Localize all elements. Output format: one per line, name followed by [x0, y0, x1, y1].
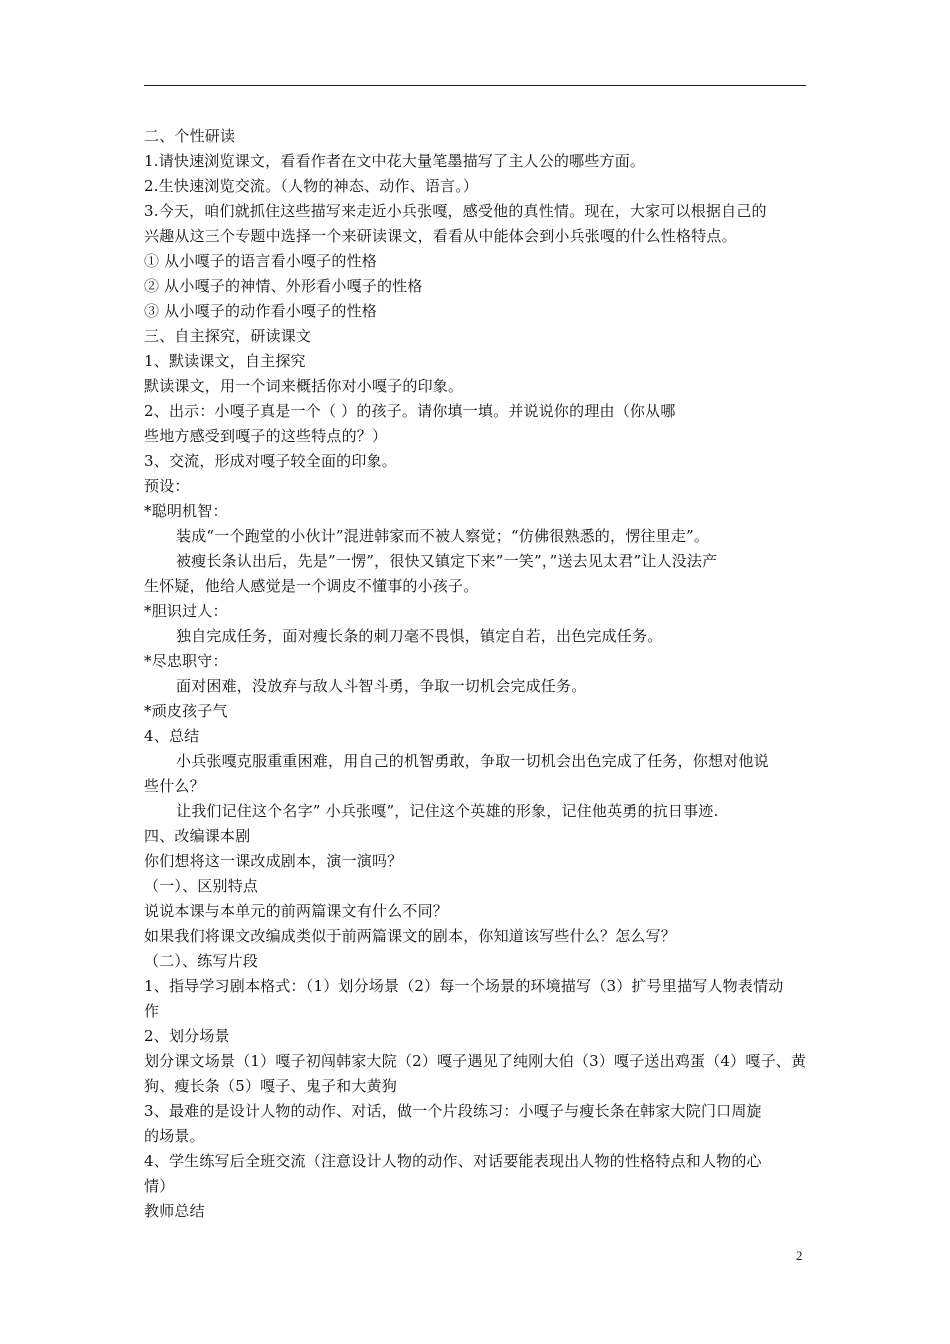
subheading: 1、默读课文，自主探究: [144, 352, 306, 370]
subheading: （一）、区别特点: [144, 877, 259, 895]
header-rule: [144, 85, 806, 86]
indented-line: 让我们记住这个名字” 小兵张嘎”，记住这个英雄的形象，记住他英勇的抗日事迹.: [176, 802, 719, 820]
paragraph-line: 2.生快速浏览交流。（人物的神态、动作、语言。）: [144, 177, 479, 195]
paragraph-line: 如果我们将课文改编成类似于前两篇课文的剧本，你知道该写些什么？怎么写？: [144, 927, 677, 945]
indented-line: 面对困难，没放弃与敌人斗智斗勇，争取一切机会完成任务。: [176, 677, 587, 695]
paragraph-line: 3.今天，咱们就抓住这些描写来走近小兵张嘎，感受他的真性情。现在，大家可以根据自己的: [144, 202, 767, 220]
paragraph-line: 些地方感受到嘎子的这些特点的？）: [144, 427, 388, 445]
bullet-heading: *胆识过人：: [144, 602, 228, 620]
paragraph-line: 3、最难的是设计人物的动作、对话，做一个片段练习：小嘎子与瘦长条在韩家大院门口周旋: [144, 1102, 762, 1120]
paragraph-line: 你们想将这一课改成剧本，演一演吗？: [144, 852, 403, 870]
paragraph-line: 默读课文，用一个词来概括你对小嘎子的印象。: [144, 377, 464, 395]
subheading: 3、交流，形成对嘎子较全面的印象。: [144, 452, 397, 470]
subheading: （二）、练写片段: [144, 952, 259, 970]
bullet-heading: *尽忠职守：: [144, 652, 228, 670]
paragraph-line: 1.请快速浏览课文，看看作者在文中花大量笔墨描写了主人公的哪些方面。: [144, 152, 646, 170]
paragraph-line: 预设：: [144, 477, 190, 495]
indented-line: 被瘦长条认出后，先是”一愣”，很快又镇定下来”一笑”，”送去见太君”让人没法产: [176, 552, 718, 570]
paragraph-line: 兴趣从这三个专题中选择一个来研读课文，看看从中能体会到小兵张嘎的什么性格特点。: [144, 227, 737, 245]
paragraph-line: 说说本课与本单元的前两篇课文有什么不同？: [144, 902, 449, 920]
paragraph-line: 作: [144, 1002, 160, 1020]
paragraph-line: 划分课文场景（1）嘎子初闯韩家大院（2）嘎子遇见了纯刚大伯（3）嘎子送出鸡蛋（4）嘎子、黄: [144, 1052, 807, 1070]
section-heading: 四、改编课本剧: [144, 827, 251, 845]
section-heading: 二、个性研读: [144, 127, 236, 145]
list-item: ① 从小嘎子的语言看小嘎子的性格: [144, 252, 377, 270]
paragraph-line: 些什么？: [144, 777, 205, 795]
paragraph-line: 狗、瘦长条（5）嘎子、鬼子和大黄狗: [144, 1077, 397, 1095]
section-heading: 三、自主探究，研读课文: [144, 327, 312, 345]
indented-line: 小兵张嘎克服重重困难，用自己的机智勇敢，争取一切机会出色完成了任务，你想对他说: [176, 752, 769, 770]
paragraph-line: 教师总结: [144, 1202, 205, 1220]
bullet-heading: *聪明机智：: [144, 502, 228, 520]
subheading: 2、划分场景: [144, 1027, 230, 1045]
bullet-heading: *顽皮孩子气: [144, 702, 228, 720]
list-item: ③ 从小嘎子的动作看小嘎子的性格: [144, 302, 377, 320]
document-body: [144, 124, 808, 1224]
subheading: 4、总结: [144, 727, 200, 745]
paragraph-line: 4、学生练写后全班交流（注意设计人物的动作、对话要能表现出人物的性格特点和人物的心: [144, 1152, 762, 1170]
list-item: ② 从小嘎子的神情、外形看小嘎子的性格: [144, 277, 423, 295]
indented-line: 装成“一个跑堂的小伙计”混进韩家而不被人察觉；“仿佛很熟悉的，愣往里走”。: [176, 527, 710, 545]
paragraph-line: 情）: [144, 1177, 175, 1195]
indented-line: 独自完成任务，面对瘦长条的刺刀毫不畏惧，镇定自若，出色完成任务。: [176, 627, 663, 645]
paragraph-line: 2、出示：小嘎子真是一个（ ）的孩子。请你填一填。并说说你的理由（你从哪: [144, 402, 676, 420]
paragraph-line: 的场景。: [144, 1127, 205, 1145]
paragraph-line: 1、指导学习剧本格式：（1）划分场景（2）每一个场景的环境描写（3）扩号里描写人物表情动: [144, 977, 784, 995]
paragraph-line: 生怀疑，他给人感觉是一个调皮不懂事的小孩子。: [144, 577, 479, 595]
page-number: 2: [796, 1248, 803, 1263]
